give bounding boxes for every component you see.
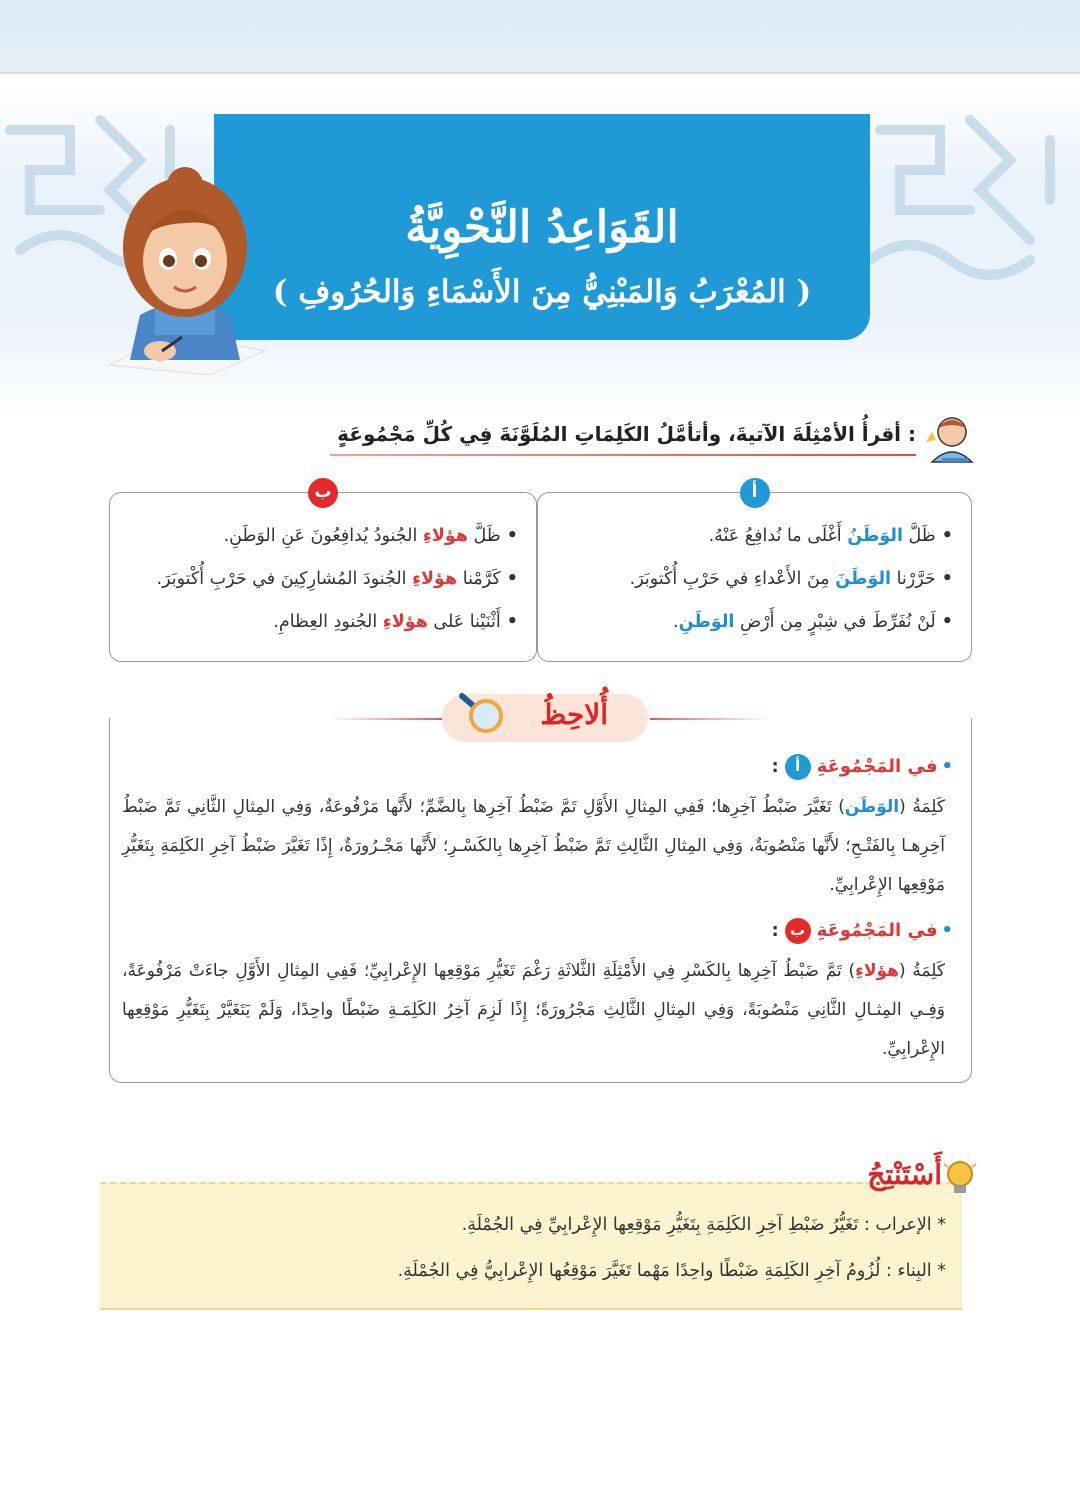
instruction-underline <box>330 454 916 456</box>
example-item: • كَرَّمْنا هؤلاءِ الجُنودَ المُشارِكِينَ في حَرْبِ أُكْتوبَرَ. <box>157 558 518 601</box>
conclusion-item: * الإعراب : تَغَيُّرُ ضَبْطِ آخِرِ الكَلِمَةِ بِتَغَيُّرِ مَوْقِعِها الإِعْرابِيِّ فِي الجُمْلَةِ. <box>398 1202 946 1248</box>
highlighted-word: هؤلاءِ <box>412 569 458 589</box>
notice-group-a-badge: أ <box>785 754 811 780</box>
notice-group-b-heading: •في المَجْمُوعَةِب: <box>771 918 953 944</box>
right-pattern-decoration <box>850 110 1080 300</box>
group-a-examples <box>630 515 953 644</box>
instruction-row <box>330 412 980 462</box>
group-b-examples <box>157 515 518 644</box>
example-item: • ظَلَّ هؤلاءِ الجُنودُ يُدافِعُونَ عَنِ الوَطَنِ. <box>157 515 518 558</box>
group-b-badge: ب <box>308 478 338 508</box>
boy-reading-icon <box>922 412 980 464</box>
lightbulb-icon <box>942 1158 978 1200</box>
notice-group-a-paragraph: كَلِمَةُ (الوَطَن) تَغَيَّرَ ضَبْطُ آخِرِها؛ فَفِي المِثالِ الأَوَّلِ تَمَّ ضَبْطُ آخِرِها بِالضَّمِّ؛ لأَنَّها مَرْفُوعَةٌ، وَفِي المِثالِ الثَّانِي تَمَّ ضَبْطُ آخِرِهـا بِالفَتْـحِ؛ لأَنَّها مَنْصُوبَةٌ، وَفِي المِثالِ الثَّالِثِ تَمَّ ضَبْطُ آخِرِها بِالكَسْـرِ؛ لأَنَّها مَجْـرُورَةٌ، إِذًا تَغَيَّرَ ضَبْطُ آخِرِ الكَلِمَةِ بِتَغَيُّرِ مَوْقِعِها الإِعْرابِيِّ. <box>122 797 945 895</box>
conclusion-list <box>398 1202 946 1294</box>
group-a-badge: أ <box>740 478 770 508</box>
lesson-subtitle: ( المُعْرَبُ وَالمَبْنِيُّ مِنَ الأَسْمَاءِ وَالحُرُوفِ ) <box>272 274 812 310</box>
conclusion-box <box>100 1182 962 1310</box>
highlighted-word: الوَطَنُ <box>847 526 903 546</box>
notice-group-a-heading: •في المَجْمُوعَةِأ: <box>771 754 953 780</box>
conclusion-title: أَسْتَنْتِجُ <box>867 1158 942 1191</box>
example-item: • ظَلَّ الوَطَنُ أَغْلَى ما نُدافِعُ عَنْهُ. <box>630 515 953 558</box>
notice-title: أُلاحِظُ <box>540 698 608 731</box>
example-item: • حَرَّرْنا الوَطَنَ مِنَ الأَعْداءِ في حَرْبِ أُكْتوبَرَ. <box>630 558 953 601</box>
notice-group-b-paragraph: كَلِمَةُ (هؤلاءِ) تَمَّ ضَبْطُ آخِرِها بِالكَسْرِ فِي الأَمْثِلَةِ الثَّلاثَةِ رَغْمَ تَغَيُّرِ مَوْقِعِها الإِعْرابِيِّ؛ فَفِي المِثالِ الأَوَّلِ جاءَتْ مَرْفُوعَةً، وَفِـي المِثـالِ الثَّانِي مَنْصُوبَةً، وَفِي المِثالِ الثَّالِثِ مَجْرُورَةً؛ إِذًا لَزِمَ آخِرُ الكَلِمَـةِ ضَبْطًا واحِدًا، وَلَمْ يَتَغَيَّرْ بِتَغَيُّرِ مَوْقِعِها الإِعْرابِيِّ. <box>122 961 945 1059</box>
top-bar <box>0 0 1080 74</box>
lesson-title: القَوَاعِدُ النَّحْوِيَّةُ <box>405 202 679 253</box>
highlighted-word: هؤلاءِ <box>422 526 468 546</box>
highlighted-word: الوَطَنَ <box>835 569 892 589</box>
girl-writing-illustration <box>100 165 270 375</box>
instruction-text: أقرأُ الأمْثِلَةَ الآتيةَ، وأتأمَّلُ الكَلِمَاتِ المُلَوَّنَةَ فِي كُلِّ مَجْمُوعَةٍ : <box>337 422 916 446</box>
example-item: • أَثْنَيْنا عَلى هؤلاءِ الجُنودِ العِظامِ. <box>157 601 518 644</box>
highlighted-word: الوَطَنِ <box>678 612 735 632</box>
notice-group-b-badge: ب <box>785 918 811 944</box>
lesson-title-box <box>214 114 870 340</box>
notice-box <box>109 718 972 1083</box>
group-b-box <box>109 482 537 662</box>
example-item: • لَنْ نُفَرِّطَ في شِبْرٍ مِن أَرْضِ الوَطَنِ. <box>630 601 953 644</box>
highlighted-word: هؤلاءِ <box>382 612 428 632</box>
group-a-box <box>537 482 972 662</box>
conclusion-item: * البِناء : لُزُومُ آخِرِ الكَلِمَةِ ضَبْطًا واحِدًا مَهْما تَغَيَّرَ مَوْقِعُها الإِعْرابِيُّ فِي الجُمْلَةِ. <box>398 1248 946 1294</box>
